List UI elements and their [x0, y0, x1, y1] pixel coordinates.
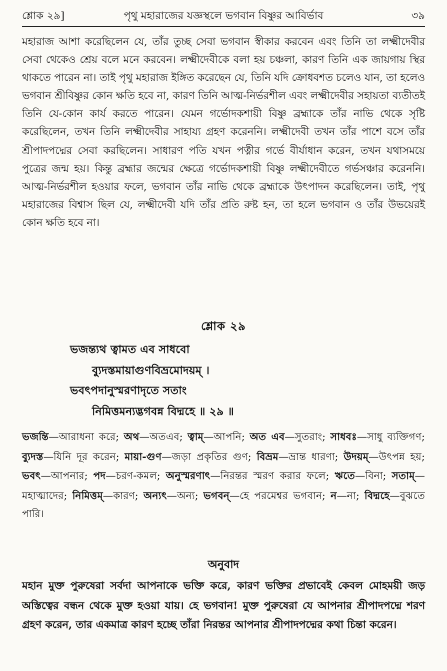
synonym-meaning: অন্য;: [176, 490, 199, 502]
purport-text: মহারাজ আশা করেছিলেন যে, তাঁর তুচ্ছ সেবা ভগবান স্বীকার করবেন এবং তিনি তা লক্ষ্মীদেবীর সেবা থেকেও শ্রেয় বলে মনে করবেন। লক্ষ্মীদেবীকে বলা হয় চঞ্চলা, কারণ তিনি এক জায়গায় স্থির থাকতে পারেন না। তাই পৃথু মহারাজ ইঙ্গিত করেছেন যে, তিনি যদি ক্রোধবশত চলেও যান, তা হলেও ভগবান শ্রীবিষ্ণুর কোন ক্ষতি হবে না, কারণ তিনি আত্ম-নির্ভরশীল এবং লক্ষ্মীদেবীর সহায়তা ব্যতীতই তিনি যে-কোন কার্য করতে পারেন। যেমন গর্ভোদকশায়ী বিষ্ণু ব্রহ্মাকে তাঁর নাভি থেকে সৃষ্টি করেছিলেন, তখন তিনি লক্ষ্মীদেবীর সাহায্য গ্রহণ করেননি। লক্ষ্মীদেবী তখন তাঁর পাশে বসে তাঁর শ্রীপাদপদ্মের সেবা করছিলেন। সাধারণ পতি যখন পত্নীর গর্ভে বীর্যাধান করেন, তখন যথাসময়ে পুত্রের জন্ম হয়। কিন্তু ব্রহ্মার জন্মের ক্ষেত্রে গর্ভোদকশায়ী বিষ্ণু লক্ষ্মীদেবীতে গর্ভসঞ্চার করেননি। আত্ম-নির্ভরশীল হওয়ার ফলে, ভগবান তাঁর নাভি থেকে ব্রহ্মাকে উৎপাদন করেছিলেন। তাই, পৃথু মহারাজের বিশ্বাস ছিল যে, লক্ষ্মীদেবী যদি তাঁর প্রতি রুষ্ট হন, তা হলে ভগবান ও তাঁর উভয়েরই কোন ক্ষতি হবে না।: [22, 36, 425, 229]
synonym-meaning: নিরন্তর স্মরণ করার ফলে;: [220, 471, 330, 483]
synonym-meaning: কারণ;: [113, 490, 139, 502]
synonym-meaning: বুঝতে পারি।: [22, 490, 425, 521]
synonym-term: ভজন্তি: [22, 431, 49, 443]
translation-title: অনুবাদ: [207, 558, 240, 571]
header-chapter-title: পৃথু মহারাজের যজ্ঞস্থলে ভগবান বিষ্ণুর আবির্ভাব: [123, 10, 324, 22]
synonym-term: সতাম্: [391, 470, 415, 483]
synonym-term: পদ: [93, 470, 106, 483]
synonym-term: মায়া-গুণ: [124, 450, 162, 463]
synonym-term: ঋতে: [334, 470, 355, 483]
purport-paragraph: [22, 33, 425, 232]
synonym-term: নিমিত্তম্: [72, 489, 103, 502]
synonym-term: সাধবঃ: [330, 431, 357, 443]
verse-line: নিমিত্তমন্যদ্ভগবন্ন বিদ্মহে ॥ ২৯ ॥: [92, 403, 234, 418]
page-number: ৩৯: [411, 10, 425, 22]
synonym-meaning: আপনি;: [213, 432, 245, 443]
synonym-meaning: সুতরাং;: [294, 432, 326, 443]
synonym-term: ত্বাম্: [187, 431, 204, 443]
synonym-meaning: মহাত্মাদের;: [22, 490, 68, 502]
synonym-term: অথ: [123, 431, 140, 443]
synonym-meaning: চরণ-কমল;: [115, 471, 161, 483]
verse-line: ব্যুদস্তমায়াগুণবিভ্রমোদয়ম্ ।: [92, 362, 210, 377]
running-header: [22, 8, 425, 24]
synonym-meaning: হে পরমেশ্বর ভগবান;: [239, 490, 326, 502]
synonym-meaning: আপনার;: [50, 471, 88, 483]
verse-line: ভবৎপদানুস্মরণাদৃতে সতাং: [70, 383, 187, 397]
word-meanings: ভজন্তি—আরাধনা করে; অথ—অতএব; ত্বাম্—আপনি; অত এব—সুতরাং; সাধবঃ—সাধু ব্যক্তিগণ; ব্যুদস্ত—যিনি দূর করেন; মায়া-গুণ—জড়া প্রকৃতির গুণ; বিভ্রম—ভ্রান্ত ধারণা; উদয়ম্—উৎপন্ন হয়; ভবৎ—আপনার; পদ—চরণ-কমল; অনুস্মরণাৎ—নিরন্তর স্মরণ করার ফলে; ঋতে—বিনা; সতাম্—মহাত্মাদের; নিমিত্তম্—কারণ; অন্যৎ—অন্য; ভগবন্—হে পরমেশ্বর ভগবান; ন—না; বিদ্মহে—বুঝতে পারি।: [22, 431, 425, 521]
synonym-term: ভবৎ: [22, 470, 41, 483]
synonym-term: অন্যৎ: [143, 489, 167, 502]
translation-text: মহান মুক্ত পুরুষেরা সর্বদা আপনাকে ভক্তি করে, কারণ ভক্তির প্রভাবেই কেবল মোহময়ী জড় অস্তিত্বের বন্ধন থেকে মুক্ত হওয়া যায়। হে ভগবান! মুক্ত পুরুষেরা যে আপনার শ্রীপাদপদ্মে শরণ গ্রহণ করেন, তার একমাত্র কারণ হচ্ছে তাঁরা নিরন্তর আপনার শ্রীপাদপদ্মের কথা চিন্তা করেন।: [22, 580, 425, 631]
synonym-term: অত এব: [249, 431, 285, 443]
synonym-meaning: জড়া প্রকৃতির গুণ;: [171, 451, 252, 463]
synonym-meaning: সাধু ব্যক্তিগণ;: [367, 432, 425, 443]
synonym-meaning: উৎপন্ন হয়;: [378, 451, 425, 463]
synonym-term: ন: [330, 489, 337, 502]
synonym-term: ভগবন্: [203, 489, 230, 502]
sanskrit-verse: [70, 339, 417, 421]
synonym-meaning: আরাধনা করে;: [58, 432, 120, 443]
verse-title: শ্লোক ২৯: [201, 319, 246, 333]
synonym-term: বিদ্মহে: [364, 489, 390, 502]
synonym-meaning: বিনা;: [365, 471, 387, 483]
synonym-meaning: না;: [346, 490, 360, 502]
synonym-term: উদয়ম্: [343, 450, 369, 463]
synonym-meaning: যিনি দূর করেন;: [53, 451, 120, 463]
synonym-term: ব্যুদস্ত: [22, 450, 44, 463]
header-divider: [22, 26, 425, 27]
synonym-meaning: ভ্রান্ত ধারণা;: [288, 451, 339, 463]
synonym-term: বিভ্রম: [256, 450, 279, 463]
header-verse-ref: শ্লোক ২৯]: [22, 10, 65, 22]
synonym-meaning: অতএব;: [149, 432, 183, 443]
synonym-term: অনুস্মরণাৎ: [165, 470, 211, 483]
verse-line: ভজন্ত্যথ ত্বামত এব সাধবো: [70, 342, 190, 356]
